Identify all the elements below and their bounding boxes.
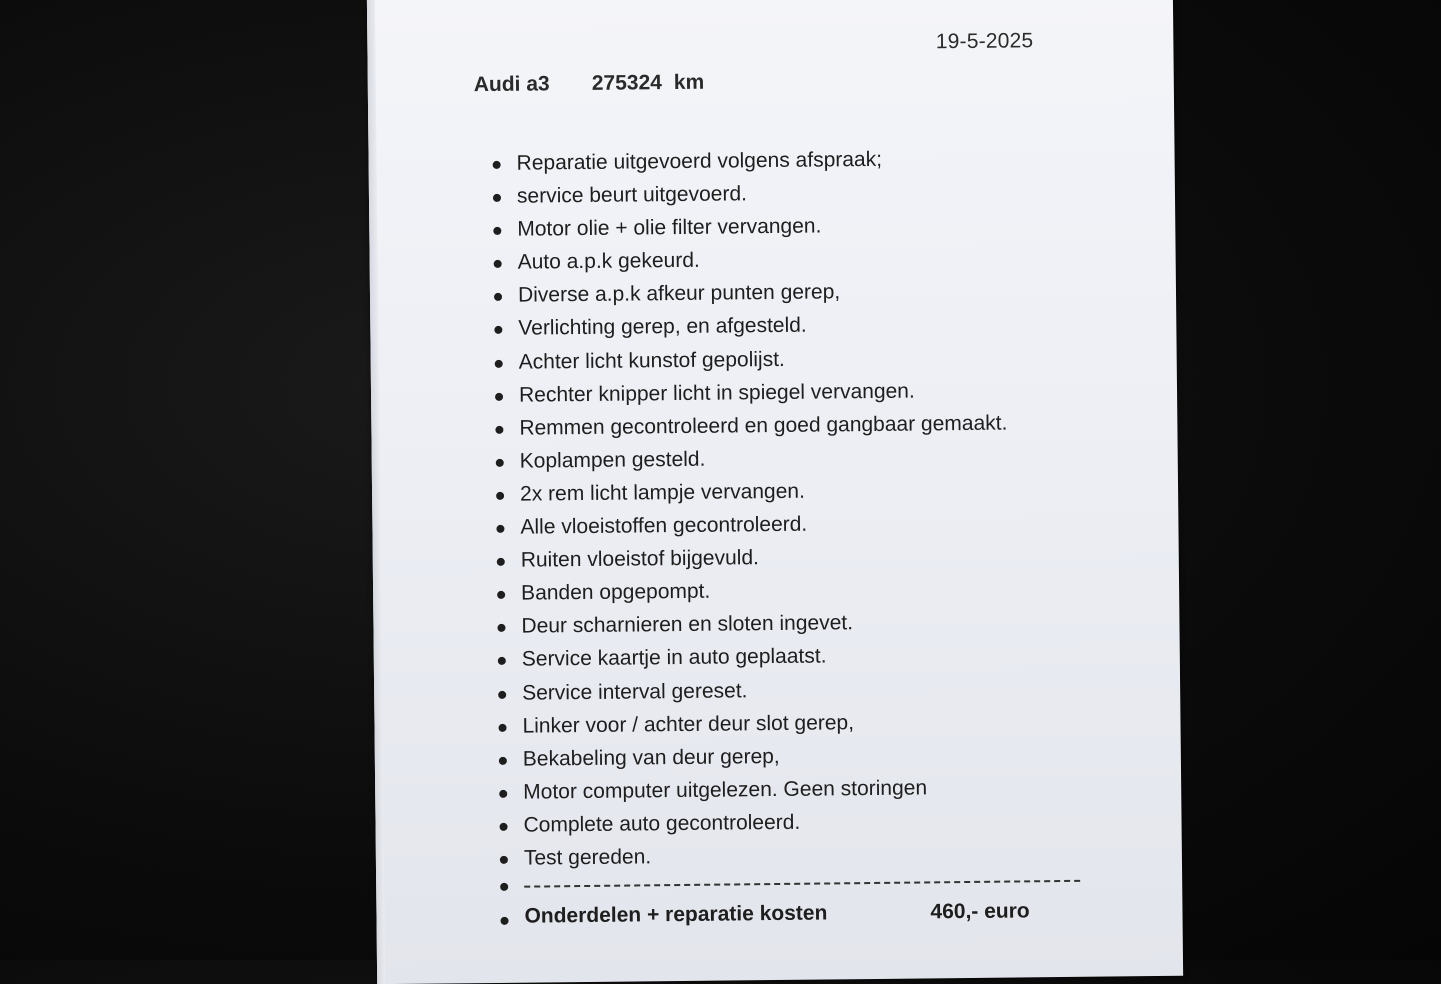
service-item: Koplampen gesteld.	[496, 439, 1008, 477]
document-date: 19-5-2025	[935, 29, 1034, 54]
service-item: Verlichting gerep, en afgesteld.	[494, 307, 1006, 345]
paper-edge	[367, 0, 385, 984]
service-items-list	[492, 142, 1012, 875]
service-item: Motor computer uitgelezen. Geen storingen	[499, 770, 1011, 808]
service-item: Achter licht kunstof gepolijst.	[495, 340, 1007, 378]
service-item: Ruiten vloeistof bijgevuld.	[497, 539, 1009, 577]
service-item: Linker voor / achter deur slot gerep,	[498, 704, 1010, 742]
service-item: Remmen gecontroleerd en goed gangbaar gemaakt.	[495, 406, 1007, 444]
service-item: Deur scharnieren en sloten ingevet.	[497, 605, 1009, 643]
mileage-value: 275324	[591, 71, 662, 95]
separator-row	[500, 869, 1080, 899]
mileage-unit: km	[673, 70, 705, 95]
service-item: Bekabeling van deur gerep,	[499, 737, 1011, 775]
service-item: Diverse a.p.k afkeur punten gerep,	[494, 274, 1006, 312]
service-item: Alle vloeistoffen gecontroleerd.	[496, 506, 1008, 544]
service-item: Banden opgepompt.	[497, 572, 1009, 610]
service-item: Rechter knipper licht in spiegel vervangen.	[495, 373, 1007, 411]
vehicle-model: Audi a3	[473, 72, 550, 97]
bullet-dot	[500, 883, 508, 891]
vehicle-header	[474, 71, 705, 97]
service-note-paper	[367, 0, 1183, 984]
service-item: Test gereden.	[500, 837, 1012, 875]
total-amount: 460,- euro	[930, 899, 1030, 924]
dashed-separator	[524, 880, 1080, 888]
service-item: service beurt uitgevoerd.	[493, 175, 1005, 213]
total-label: Onderdelen + reparatie kosten	[524, 901, 828, 928]
service-item: Motor olie + olie filter vervangen.	[493, 208, 1005, 246]
service-item: Auto a.p.k gekeurd.	[493, 241, 1005, 279]
total-line	[500, 899, 1064, 929]
service-item: Service interval gereset.	[498, 671, 1010, 709]
service-item: Service kaartje in auto geplaatst.	[498, 638, 1010, 676]
service-item: 2x rem licht lampje vervangen.	[496, 472, 1008, 510]
service-item: Complete auto gecontroleerd.	[499, 803, 1011, 841]
service-item: Reparatie uitgevoerd volgens afspraak;	[492, 142, 1004, 180]
